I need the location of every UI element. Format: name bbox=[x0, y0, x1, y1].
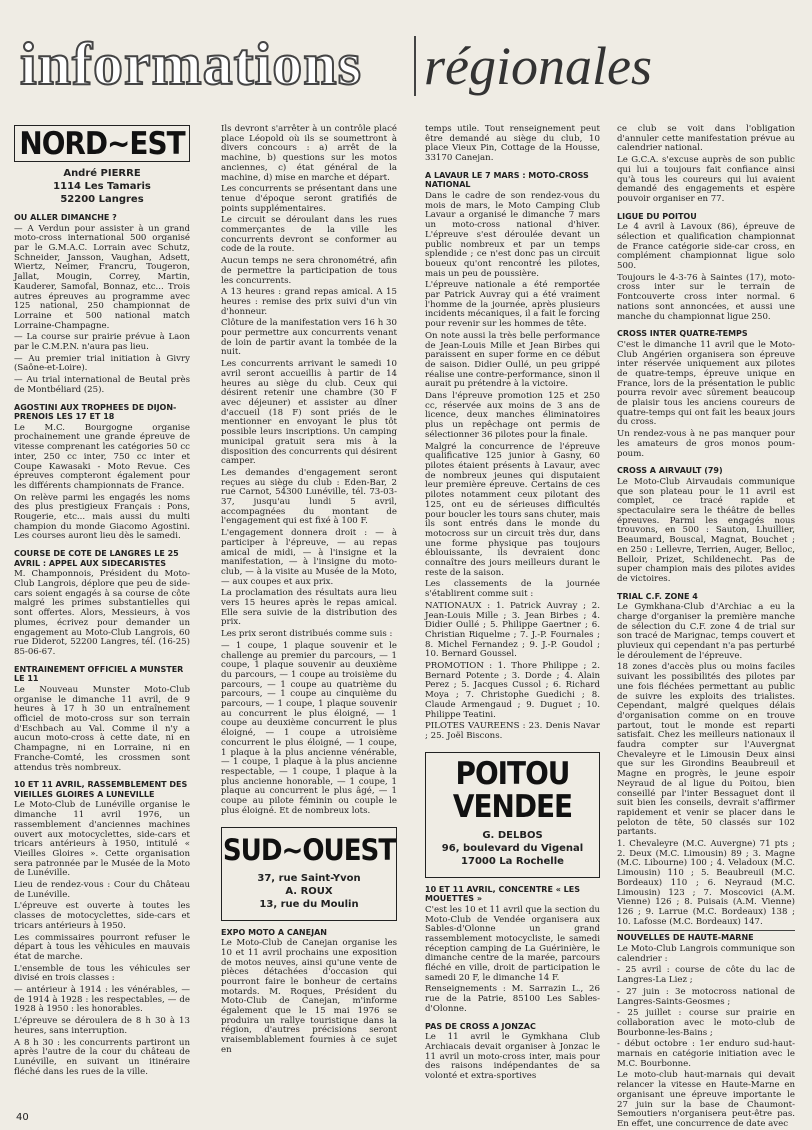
article bbox=[14, 665, 190, 774]
article-heading: 10 ET 11 AVRIL, RASSEMBLEMENT DES VIEILLES GLOIRES A LUNEVILLE bbox=[14, 780, 188, 799]
correspondent-address: André PIERRE 1114 Les Tamaris 52200 Langres bbox=[53, 168, 151, 205]
paragraph: Les prix seront distribués comme suis : bbox=[221, 629, 393, 640]
paragraph: Ils devront s'arrêter à un contrôle placé place Léopold où ils se soumettront à divers concours : a) arrêt de la machine, b) questions sur les motos anciennes, c) état général de la machine, d) mise en marche et départ. bbox=[221, 124, 397, 183]
paragraph: Toujours le 4-3-76 à Saintes (17), moto-cross inter sur le terrain de Fontcouverte cross inter normal. 6 nations sont annoncées, et aussi une manche du championnat ligue 250. bbox=[617, 272, 795, 322]
article-list bbox=[425, 885, 600, 1082]
paragraph: M. Champonnois, Président du Moto-Club Langrois, déplore que peu de side-cars soient engagés à sa course de côte malgré les primes substantielles qui sont offertes. Alors, Messieurs, à vos plumes, écrivez pour demander un engagement au Moto-Club Langrois, 60 rue Diderot, 52200 Langres, tél. (16-25) 85-06-67. bbox=[14, 569, 190, 657]
article-list bbox=[14, 213, 190, 1077]
correspondent-address: 37, rue Saint-Yvon A. ROUX 13, rue du Moulin bbox=[257, 872, 361, 910]
section-title-nord-est: NORD~EST bbox=[19, 126, 185, 162]
paragraph: Dans l'épreuve promotion 125 et 250 cc, réservée aux moins de 3 ans de licence, deux manches éliminatoires plus un repêchage ont permis de sélectionner 36 pilotes pour la finale. bbox=[425, 391, 600, 440]
paragraph: A 8 h 30 : les concurrents partiront un après l'autre de la cour du château de Lunéville, en suivant un itinéraire fléché dans les rues de la ville. bbox=[14, 1037, 190, 1077]
section-title-vendee: VENDEE bbox=[452, 788, 573, 825]
paragraph: — A Verdun pour assister à un grand moto-cross international 500 organisé par le G.M.A.C. Lorrain avec Schutz, Schneider, Jansson, Vaughan, Adsett, Wiertz, Neimer, Francru, Tougeron, Jallat, Mougin, Correy, Martin, Kauderer, Samofal, Bonnaz, etc... Trois autres épreuves au programme avec 125 national, 250 championnat de Lorraine et 500 national match Lorraine-Champagne. bbox=[14, 223, 190, 331]
paragraph: Le Moto-Club de Lunéville organise le dimanche 11 avril 1976, un rassemblement d'anciennes machines ouvert aux motocyclettes, side-cars et tricars antérieurs à 1950, intitulé « Vieilles Gloires ». Cette organisation sera patronnée par le Musée de la Moto de Lunéville. bbox=[14, 800, 190, 879]
section-box-nord-est bbox=[14, 125, 190, 162]
paragraph: — 1 coupe, 1 plaque souvenir et le challenge au premier du parcours, — 1 coupe, 1 plaque souvenir au deuxième du parcours, — 1 coupe au troisième du parcours, — 1 coupe au quatrième du parcours, — 1 coupe au cinquième du parcours, — 1 coupe, 1 plaque souvenir au concurrent le plus éloigné, — 1 coupe au deuxième concurrent le plus éloigné, — 1 coupe a utroisième concurrent le plus éloigné, — 1 coupe, 1 plaque à la plus ancienne vénérable, — 1 coupe, 1 plaque à la plus ancienne respectable, — 1 coupe, 1 plaque à la plus ancienne honorable, — 1 coupe, 1 plaque au concurrent le plus âgé, — 1 coupe au pilote féminin ou couple le plus éloigné. Et de nombreux lots. bbox=[221, 640, 397, 816]
paragraph: Le Moto-Club de Canejan organise les 10 et 11 avril prochains une exposition de motos neuves, ainsi qu'une vente de pièces détachées d'occasion qui pourront faire le bonheur de certains motards. M. Roques, Président du Moto-Club de Canejan, m'informe également que le 15 mai 1976 se produira un rallye touristique dans la région, d'autres précisions seront vraisemblablement fournies à ce sujet en bbox=[221, 938, 397, 1055]
paragraph: La proclamation des résultats aura lieu vers 15 heures après le repas amical. Elle sera suivie de la distribution des prix. bbox=[221, 588, 397, 628]
article-heading: 10 ET 11 AVRIL, CONCENTRE « LES MOUETTES » bbox=[425, 884, 580, 904]
article-continuation-2: Le G.C.A. s'excuse auprès de son public qui lui a toujours fait confiance ainsi qu'à tous les coureurs qui lui avaient demandé des engagements et espère pouvoir organiser en 77. bbox=[617, 155, 795, 204]
section-box-sud-ouest bbox=[221, 827, 397, 921]
section-title-sud-ouest: SUD~OUEST bbox=[222, 832, 396, 867]
news-haute-marne bbox=[617, 930, 795, 1129]
article bbox=[425, 885, 600, 1015]
paragraph: Les concurrents se présentant dans une tenue d'époque seront gratifiés de points supplémentaires. bbox=[221, 184, 397, 214]
paragraph: Dans le cadre de son rendez-vous du mois de mars, le Moto Camping Club Lavaur a organisé le dimanche 7 mars un moto-cross national d'hiver. L'épreuve s'est déroulée devant un public nombreux et par un temps splendide ; ce n'est donc pas un circuit boueux qu'ont rencontré les pilotes, mais un peu de poussière. bbox=[425, 191, 600, 279]
paragraph: - début octobre : 1er enduro sud-haut-marnais en catégorie initiation avec le M.C. Bourbonne. bbox=[617, 1039, 795, 1069]
paragraph: Malgré la concurrence de l'épreuve qualificative 125 junior à Gasny, 60 pilotes étaient présents à Lavaur, avec de nombreux jeunes qui disputaient leur première épreuve. Certains de ces pilotes notamment ceux pilotant des 125, ont eu de sérieuses difficultés pour boucler les tours sans chuter, mais ils sont entrés dans le monde du motocross sur un circuit très dur, dans une forme physique pas toujours éblouissante, ils devraient donc connaître des jours meilleurs durant le reste de la saison. bbox=[425, 441, 600, 578]
article bbox=[425, 1022, 600, 1082]
article bbox=[14, 213, 190, 396]
article bbox=[617, 592, 795, 928]
paragraph: Le Moto-Club Airvaudais communique que son plateau pour le 11 avril est complet, ce tracé rapide et spectaculaire sera le théâtre de belles épreuves. Parmi les engagés nous trouvons, en 500 : Sauton, Lhuillier, Beaumard, Bouscal, Magnat, Bouchet ; en 250 : Lellevre, Terrien, Auger, Belloc, Belloir, Prizet, Schildenecht. Pas de super champion mais des pilotes avides de victoires. bbox=[617, 476, 795, 584]
header-title-italic: régionales bbox=[424, 36, 652, 96]
paragraph: NATIONAUX : 1. Patrick Auvray ; 2. Jean-Louis Mille ; 3. Jean Birbes ; 4. Didier Oullé ; 5. Philippe Gaertner ; 6. Christian Riquelme ; 7. J.-P. Fournales ; 8. Michel Fernandez ; 9. J.-P. Goudol ; 10. Bernard Goussel. bbox=[425, 600, 600, 660]
article-continuation bbox=[221, 125, 397, 817]
paragraph: L'ensemble de tous les véhicules ser divisé en trois classes : bbox=[14, 963, 190, 984]
article-heading: ENTRAINEMENT OFFICIEL A MUNSTER LE 11 bbox=[14, 664, 184, 684]
article-heading: PAS DE CROSS A JONZAC bbox=[425, 1021, 536, 1031]
article-heading: LIGUE DU POITOU bbox=[617, 211, 697, 221]
paragraph: - 25 avril : course de côte du lac de Langres-La Liez ; bbox=[617, 965, 795, 986]
article-list bbox=[425, 171, 600, 742]
paragraph: Les commissaires pourront refuser le départ à tous les véhicules en mauvais état de marche. bbox=[14, 932, 190, 962]
paragraph: A 13 heures : grand repas amical. A 15 heures : remise des prix suivi d'un vin d'honneur. bbox=[221, 287, 397, 317]
paragraph: Le circuit se déroulant dans les rues commerçantes de la ville les concurrents devront se conformer au code de la route. bbox=[221, 215, 397, 255]
header-title-bold: informations bbox=[20, 31, 362, 97]
paragraph: 1. Chevaleyre (M.C. Auvergne) 71 pts ; 2. Deux (M.C. Limousin) 89 ; 3. Magne (M.C. Libourne) 100 ; 4. Veladoux (M.C. Limousin) 110 ; 5. Beaubreuil (M.C. Bordeaux) 110 ; 6. Neyraud (M.C. Limousin) 123 ; 7. Moscovici (A.M. Vienne) 126 ; 8. Puisais (A.M. Vienne) 126 ; 9. Larrue (M.C. Bordeaux) 138 ; 10. Lafosse (M.C. Bordeaux) 147. bbox=[617, 839, 795, 927]
column-nord-est bbox=[14, 125, 190, 1112]
paragraph: 18 zones d'accès plus ou moins faciles suivant les possibilités des pilotes par une fois fléchées permettant au public de suivre les exploits des trialistes. Cependant, malgré quelques délais d'organisation comme on en trouve partout, tout le monde est reparti satisfait. Chez les meilleurs nationaux il faudra compter sur l'Auvergnat Chevaleyre et le Limousin Deux ainsi que sur les Girondins Beaubreuil et Magne en progrès, le jeune espoir Neyraud de al ligue du Poitou, bien conseillé par l'inter Bessaguet dont il suit bien les conseils, devrait s'affirmer rapidement et venir se placer dans le peloton de tête, 50 classés sur 102 partants. bbox=[617, 662, 795, 838]
article-heading: EXPO MOTO A CANEJAN bbox=[221, 927, 327, 937]
article bbox=[425, 171, 600, 742]
paragraph: C'est le dimanche 11 avril que le Moto-Club Angérien organisera son épreuve inter réservée uniquement aux pilotes de quatre-temps, épreuve unique en France, lors de la présentation le public pourra revoir avec sûrement beaucoup de plaisir tous les anciens coureurs de quatre-temps qui ont fait les beaux jours du cross. bbox=[617, 339, 795, 428]
article-list bbox=[221, 928, 397, 1056]
paragraph: Le 11 avril le Gymkhana Club Archiacais devait organiser à Jonzac le 11 avril un moto-cross inter, mais pour des raisons indépendantes de sa volonté et extra-sportives bbox=[425, 1032, 600, 1081]
article-heading: AGOSTINI AUX TROPHEES DE DIJON-PRENOIS LES 17 ET 18 bbox=[14, 402, 177, 422]
article-heading: NOUVELLES DE HAUTE-MARNE bbox=[617, 933, 754, 943]
paragraph: Le Gymkhana-Club d'Archiac a eu la charge d'organiser la première manche de sélection du C.F. zone 4 de trial sur son tracé de Marignac, temps couvert et pluvieux qui cependant n'a pas perturbé le déroulement de l'épreuve. bbox=[617, 602, 795, 661]
article bbox=[14, 780, 190, 1077]
paragraph: Le moto-club haut-marnais qui devait relancer la vitesse en Haute-Marne en organisant une épreuve importante le 27 juin sur la base de Chaumont-Semoutiers n'organisera peut-être pas. En effet, une concurrence de date avec bbox=[617, 1070, 795, 1129]
paragraph: On relève parmi les engagés les noms des plus prestigieux Français : Pons, Rougerie, etc... mais aussi du multi champion du monde Giacomo Agostini. Les courses auront lieu dès le samedi. bbox=[14, 492, 190, 542]
paragraph: Renseignements : M. Sarrazin L., 26 rue de la Patrie, 85100 Les Sables-d'Olonne. bbox=[425, 984, 600, 1014]
article-heading: OU ALLER DIMANCHE ? bbox=[14, 213, 117, 222]
paragraph: - 27 juin : 3e motocross national de Langres-Saints-Geosmes ; bbox=[617, 986, 795, 1007]
paragraph: Le M.C. Bourgogne organise prochainement une grande épreuve de vitesse comprenant les catégories 50 cc inter, 250 cc inter, 750 cc inter et Coupe Kawasaki - Moto Revue. Ces épreuves compteront également pour les différents championnats de France. bbox=[14, 422, 190, 491]
paragraph: L'épreuve est ouverte à toutes les classes de motocyclettes, side-cars et tricars antérieurs à 1950. bbox=[14, 901, 190, 931]
paragraph: Le 4 avril à Lavoux (86), épreuve de sélection et qualification championnat de France catégorie side-car cross, en complément championnat ligue solo 500. bbox=[617, 222, 795, 272]
paragraph: - 25 juillet : course sur prairie en collaboration avec le moto-club de Bourbonne-les-Bains ; bbox=[617, 1008, 795, 1038]
correspondent-address: G. DELBOS 96, boulevard du Vigenal 17000 La Rochelle bbox=[441, 829, 584, 867]
paragraph: Les classements de la journée s'établirent comme suit : bbox=[425, 579, 600, 600]
article bbox=[617, 212, 795, 323]
paragraph: Lieu de rendez-vous : Cour du Château de Lunéville. bbox=[14, 880, 190, 900]
news-body bbox=[617, 945, 795, 1130]
article bbox=[14, 549, 190, 658]
paragraph: PILOTES VAUREENS : 23. Denis Navar ; 25. Joël Biscons. bbox=[425, 721, 600, 741]
header-divider bbox=[414, 36, 416, 96]
column-2 bbox=[221, 125, 397, 1112]
paragraph: Le Moto-Club Langrois communique son calendrier : bbox=[617, 944, 795, 964]
paragraph: On note aussi la très belle performance de Jean-Louis Mille et Jean Birbes qui paraissent en super forme en ce début de saison. Didier Oullé, un peu grippé réalise une contre-performance, sinon il aurait pu prétendre à la victoire. bbox=[425, 330, 600, 390]
article-list bbox=[617, 212, 795, 928]
paragraph: — Au trial international de Beutal près de Montbéliard (25). bbox=[14, 375, 190, 395]
article-heading: A LAVAUR LE 7 MARS : MOTO-CROSS NATIONAL bbox=[425, 170, 589, 190]
paragraph: Le Nouveau Munster Moto-Club organise le dimanche 11 avril, de 9 heures à 17 h 30 un entraînement officiel de moto-cross sur son terrain d'Eschbach au Val. Comme il n'y a aucun moto-cross à cette date, ni en Champagne, ni en Lorraine, ni en Franche-Comté, les crossmen sont attendus très nombreux. bbox=[14, 684, 190, 773]
paragraph: — antérieur à 1914 : les vénérables, — de 1914 à 1928 : les respectables, — de 1928 à 1950 : les honorables. bbox=[14, 985, 190, 1015]
paragraph: Les concurrents arrivant le samedi 10 avril seront accueillis à partir de 14 heures au siège du club. Ceux qui désirent retenir une chambre (30 F avec déjeuner) et assister au dîner d'accueil (18 F) sont priés de le mentionner en envoyant le plus tôt possible leurs inscriptions. Un camping municipal gratuit sera mis à la disposition des concurrents qui désirent camper. bbox=[221, 359, 397, 467]
column-3 bbox=[425, 125, 600, 1112]
paragraph: Les demandes d'engagement seront reçues au siège du club : Eden-Bar, 2 rue Carnot, 54300 Lunéville, tél. 73-03-37, jusqu'au lundi 5 avril, accompagnées du montant de l'engagement qui est fixé à 100 F. bbox=[221, 467, 397, 527]
paragraph: C'est les 10 et 11 avril que la section du Moto-Club de Vendée organisera aux Sables-d'Olonne un grand rassemblement motocycliste, le samedi réception camping de La Guérinière, le dimanche centre de la marée, parcours fléché en ville, droit de participation le samedi 20 F, le dimanche 14 F. bbox=[425, 904, 600, 983]
page-number: 40 bbox=[16, 1112, 29, 1123]
article-continuation: ce club se voit dans l'obligation d'annuler cette manifestation prévue au calendrier national. bbox=[617, 124, 795, 154]
section-title-poitou: POITOU bbox=[455, 755, 570, 792]
column-4 bbox=[617, 124, 795, 1129]
article bbox=[14, 403, 190, 543]
paragraph: Un rendez-vous à ne pas manquer pour les amateurs de gros monos poum-poum. bbox=[617, 429, 795, 459]
paragraph: — Au premier trial initiation à Givry (Saône-et-Loire). bbox=[14, 353, 190, 374]
paragraph: L'épreuve se déroulera de 8 h 30 à 13 heures, sans interruption. bbox=[14, 1016, 190, 1036]
paragraph: Aucun temps ne sera chronométré, afin de permettre la participation de tous les concurrents. bbox=[221, 256, 397, 286]
article-heading: CROSS INTER QUATRE-TEMPS bbox=[617, 329, 748, 339]
paragraph: — La course sur prairie prévue à Laon par le C.M.P.N. n'aura pas lieu. bbox=[14, 332, 190, 353]
paragraph: L'épreuve nationale a été remportée par Patrick Auvray qui a été vraiment l'homme de la journée, après plusieurs incidents mécaniques, il a fait le forcing pour revenir sur les hommes de tête. bbox=[425, 280, 600, 330]
article-heading: COURSE DE COTE DE LANGRES LE 25 AVRIL : APPEL AUX SIDECARISTES bbox=[14, 549, 179, 568]
paragraph: PROMOTION : 1. Thore Philippe ; 2. Bernard Potente ; 3. Dorde ; 4. Alain Perez ; 5. Jacques Cussol ; 6. Richard Moya ; 7. Christophe Guedichi ; 8. Claude Armengaud ; 9. Duguet ; 10. Philippe Teatini. bbox=[425, 661, 600, 720]
article-continuation: temps utile. Tout renseignement peut être demandé au siège du club, 10 place Vieux Pin, Cottage de la Housse, 33170 Canejan. bbox=[425, 124, 600, 164]
article bbox=[617, 466, 795, 584]
page-header bbox=[20, 28, 800, 100]
article-heading: TRIAL C.F. ZONE 4 bbox=[617, 591, 698, 601]
article bbox=[617, 329, 795, 459]
article bbox=[221, 928, 397, 1056]
article-heading: CROSS A AIRVAULT (79) bbox=[617, 466, 723, 476]
paragraph: Clôture de la manifestation vers 16 h 30 pour permettre aux concurrents venant de loin de partir avant la tombée de la nuit. bbox=[221, 318, 397, 358]
paragraph: L'engagement donnera droit : — à participer à l'épreuve, — au repas amical de midi, — à l'insigne et la manifestation, — à l'insigne du moto-club, — à la visite au Musée de la Moto, — aux coupes et aux prix. bbox=[221, 528, 397, 587]
section-box-poitou-vendee bbox=[425, 752, 600, 878]
